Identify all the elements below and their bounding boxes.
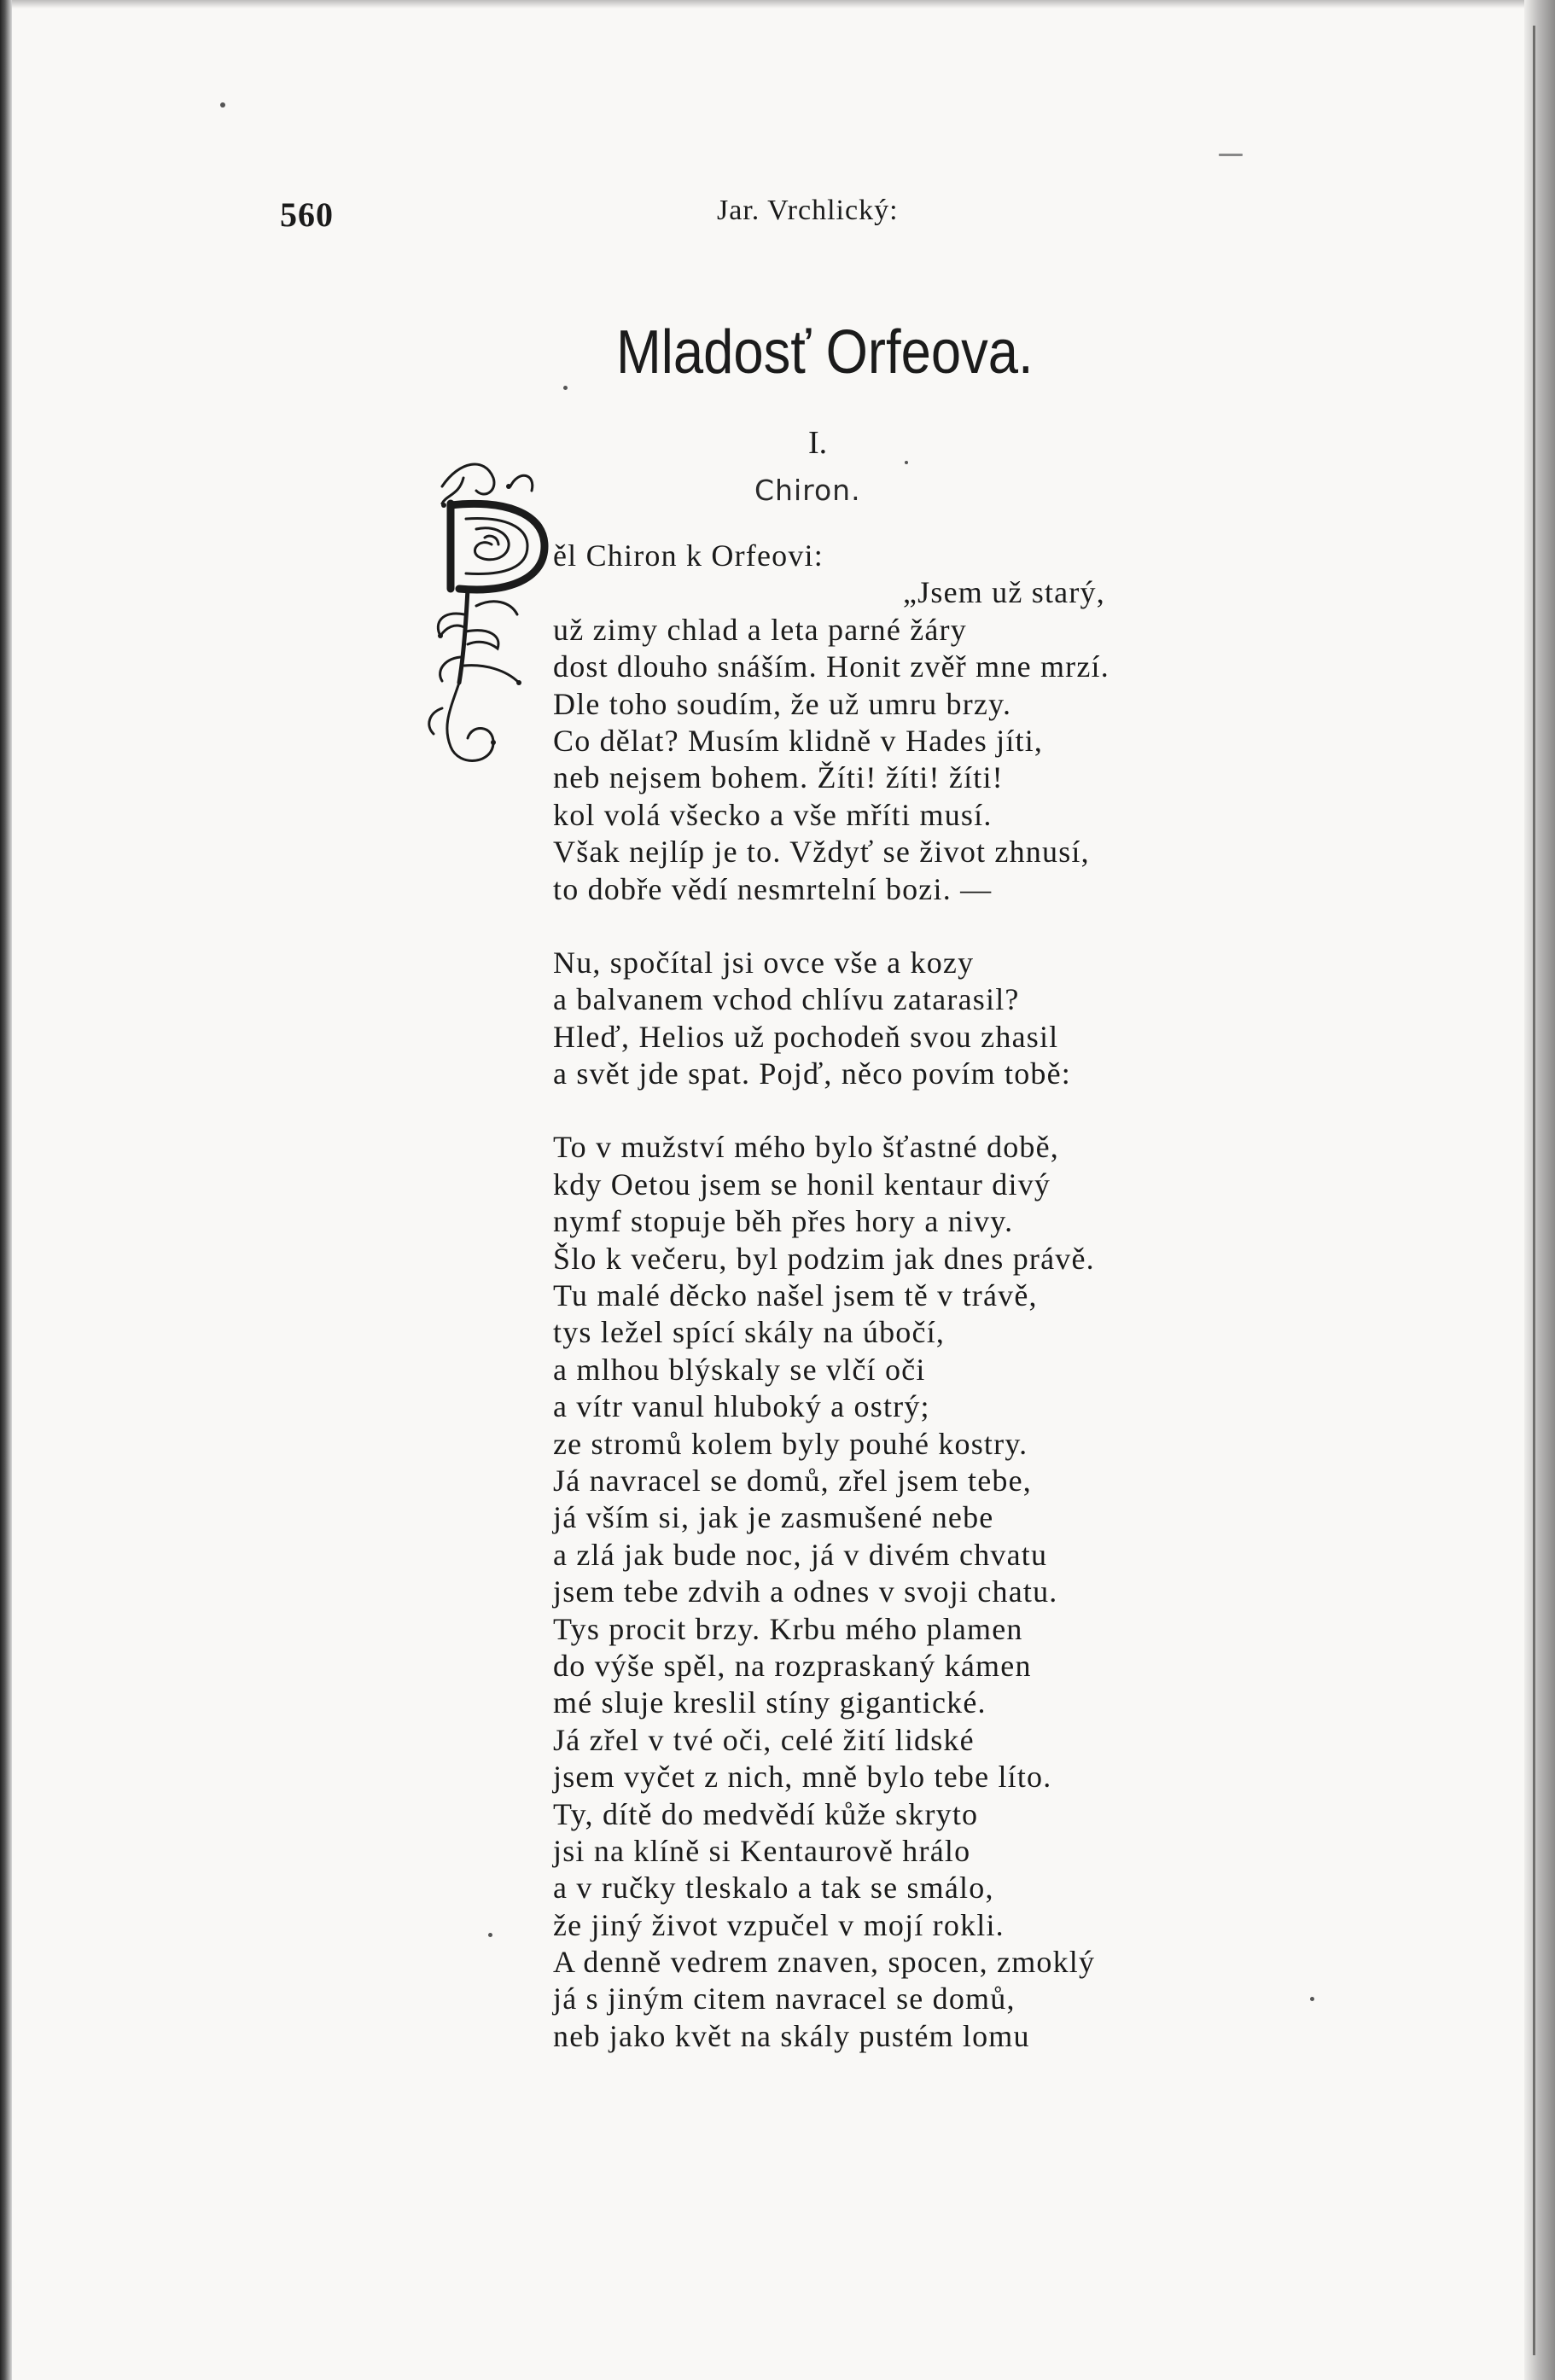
top-page-edge [12, 0, 1524, 9]
poem-line: to dobře vědí nesmrtelní bozi. — [553, 871, 993, 906]
poem-line: jsem vyčet z nich, mně bylo tebe líto. [553, 1760, 1052, 1795]
poem-line: Však nejlíp je to. Vždyť se život zhnusí, [553, 835, 1090, 870]
dust-speck [905, 461, 908, 464]
poem-line: nymf stopuje běh přes hory a nivy. [553, 1204, 1014, 1239]
poem-body [553, 538, 1406, 2055]
section-number: I. [808, 425, 828, 461]
poem-line: To v mužství mého bylo šťastné době, [553, 1130, 1059, 1165]
poem-line: neb jako květ na skály pustém lomu [553, 2018, 1030, 2053]
poem-line: Tys procit brzy. Krbu mého plamen [553, 1611, 1023, 1646]
right-page-edge [1524, 0, 1555, 2380]
poem-line: jsem tebe zdvih a odnes v svoji chatu. [553, 1574, 1058, 1609]
poem-line: a vítr vanul hluboký a ostrý; [553, 1389, 930, 1424]
dust-speck [1219, 154, 1243, 156]
poem-line: Ty, dítě do medvědí kůže skryto [553, 1796, 979, 1831]
poem-line: už zimy chlad a leta parné žáry [553, 612, 967, 647]
poem-line: „Jsem už starý, [903, 575, 1105, 610]
spine-shadow [0, 0, 12, 2380]
poem-line: a zlá jak bude noc, já v divém chvatu [553, 1537, 1048, 1572]
poem-line: ěl Chiron k Orfeovi: [553, 538, 824, 573]
ornamental-initial-icon [425, 452, 553, 777]
poem-line: Já navracel se domů, zřel jsem tebe, [553, 1463, 1032, 1498]
poem-line: tys ležel spící skály na úbočí, [553, 1315, 946, 1350]
poem-title: Mladosť Orfeova. [616, 318, 1034, 387]
dust-speck [563, 386, 568, 390]
dust-speck [220, 102, 225, 108]
poem-line: neb nejsem bohem. Žíti! žíti! žíti! [553, 760, 1004, 795]
poem-line: ze stromů kolem byly pouhé kostry. [553, 1426, 1028, 1461]
poem-line: dost dlouho snáším. Honit zvěř mne mrzí. [553, 649, 1109, 684]
page-number: 560 [280, 195, 334, 234]
poem-line: Tu malé děcko našel jsem tě v trávě, [553, 1278, 1038, 1313]
poem-line: a svět jde spat. Pojď, něco povím tobě: [553, 1056, 1071, 1091]
poem-line: Co dělat? Musím klidně v Hades jíti, [553, 723, 1044, 758]
poem-line: a mlhou blýskaly se vlčí oči [553, 1352, 926, 1387]
poem-line: Hleď, Helios už pochodeň svou zhasil [553, 1019, 1059, 1054]
poem-line: kdy Oetou jsem se honil kentaur divý [553, 1167, 1051, 1202]
poem-line: že jiný život vzpučel v mojí rokli. [553, 1907, 1005, 1942]
dust-speck [1310, 1997, 1314, 2001]
poem-line: Šlo k večeru, byl podzim jak dnes právě. [553, 1241, 1095, 1276]
poem-line: Já zřel v tvé oči, celé žití lidské [553, 1722, 975, 1757]
poem-line: kol volá všecko a vše mříti musí. [553, 797, 993, 832]
poem-line: já s jiným citem navracel se domů, [553, 1981, 1016, 2016]
section-title: Chiron. [754, 474, 861, 507]
poem-line: já vším si, jak je zasmušené nebe [553, 1500, 994, 1535]
stanza [553, 945, 1406, 1093]
running-head: Jar. Vrchlický: [717, 195, 899, 226]
page-header [0, 195, 1555, 246]
poem-line: do výše spěl, na rozpraskaný kámen [553, 1648, 1032, 1683]
stanza [553, 538, 1406, 908]
poem-line: a balvanem vchod chlívu zatarasil? [553, 982, 1020, 1017]
stanza [553, 1129, 1406, 2055]
poem-line: Dle toho soudím, že už umru brzy. [553, 686, 1012, 721]
poem-line: a v ručky tleskalo a tak se smálo, [553, 1871, 994, 1906]
poem-line: A denně vedrem znaven, spocen, zmoklý [553, 1945, 1096, 1980]
poem-line: mé sluje kreslil stíny gigantické. [553, 1685, 987, 1720]
dust-speck [488, 1933, 492, 1937]
poem-line: jsi na klíně si Kentaurově hrálo [553, 1833, 971, 1868]
poem-line: Nu, spočítal jsi ovce vše a kozy [553, 945, 975, 980]
